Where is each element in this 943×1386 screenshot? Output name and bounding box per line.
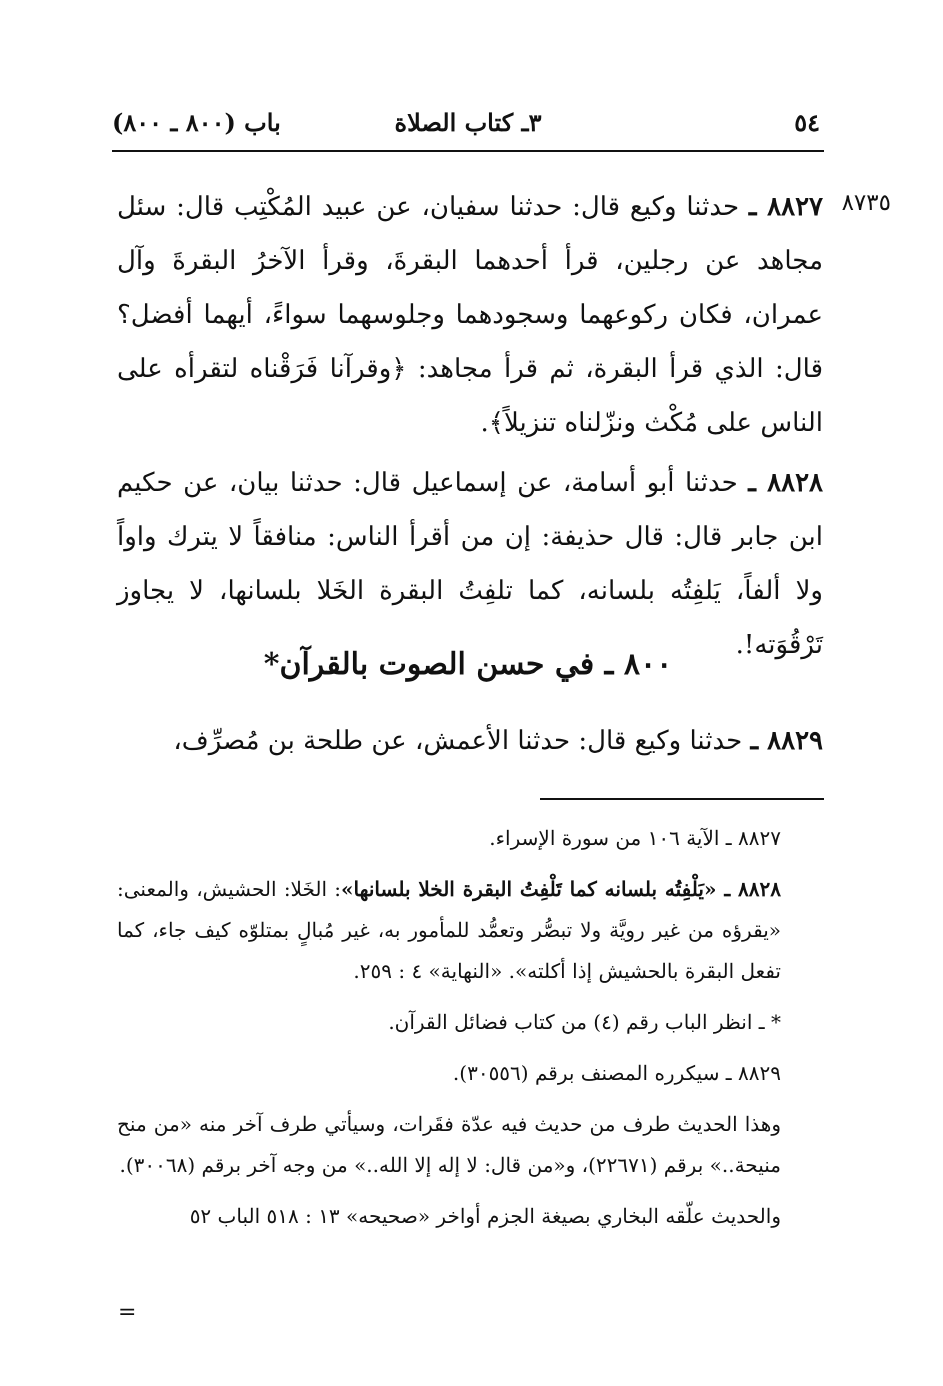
footnote-8828	[117, 869, 823, 992]
section-title: ٨٠٠ ـ في حسن الصوت بالقرآن*	[263, 647, 673, 682]
footnote-8827: ٨٨٢٧ ـ الآية ١٠٦ من سورة الإسراء.	[489, 826, 781, 850]
page-number: ٥٤	[794, 108, 820, 137]
hadith-8829	[117, 714, 823, 768]
chapter-range: باب (٨٠٠ ـ ٨٠٠)	[112, 108, 281, 137]
continuation-mark: =	[118, 1300, 137, 1325]
hadith-8827	[117, 180, 823, 450]
hadith-text: حدثنا أبو أسامة، عن إسماعيل قال: حدثنا بيان، عن حكيم ابن جابر قال: قال حذيفة: إن من أقرأ الناس: منافقاً لا يترك واواً ولا ألفاً، يَلفِتُه بلسانه، كما تلفِتُ البقرة الخَلا بلسانها، لا يجاوز تَرْقُوَته!.	[117, 468, 823, 660]
header-rule	[112, 150, 824, 152]
hadith-number: ٨٨٢٧ ـ	[748, 192, 824, 222]
footnote-rule	[540, 798, 824, 800]
footnote-8828-quote: ٨٨٢٨ ـ «يَلْفِتُه بلسانه كما تَلْفِتُ البقرة الخلا بلسانها»	[341, 877, 781, 901]
hadith-number: ٨٨٢٨ ـ	[748, 468, 824, 498]
page-header	[112, 108, 824, 142]
book-title: ٣ـ كتاب الصلاة	[394, 108, 542, 137]
footnote-star: * ـ انظر الباب رقم (٤) من كتاب فضائل القرآن.	[388, 1010, 781, 1034]
hadith-text: حدثنا وكيع قال: حدثنا سفيان، عن عبيد المُكْتِب قال: سئل مجاهد عن رجلين، قرأ أحدهما البقرةَ، وقرأ الآخرُ البقرةَ وآل عمران، فكان ركوعهما وسجودهما وجلوسهما سواءً، أيهما أفضل؟ قال: الذي قرأ البقرة، ثم قرأ مجاهد: ﴿وقرآنا فَرَقْناه لتقرأه على الناس على مُكْث ونزّلناه تنزيلاً﴾.	[117, 192, 823, 438]
footnote-8829-c: والحديث علّقه البخاري بصيغة الجزم أواخر «صحيحه» ١٣ : ٥١٨ الباب ٥٢	[189, 1204, 781, 1228]
footnote-8829-a: ٨٨٢٩ ـ سيكرره المصنف برقم (٣٠٥٥٦).	[452, 1061, 781, 1085]
footnote-8828-explanation: : الخَلا: الحشيش، والمعنى: «يقرؤه من غير رويَّة ولا تبصُّر وتعمُّد للمأمور به، غير مُبالٍ بمتلوّه كيف جاء، كما تفعل البقرة بالحشيش إذا أكلته». «النهاية» ٤ : ٢٥٩.	[117, 877, 781, 983]
hadith-number: ٨٨٢٩ ـ	[750, 726, 823, 756]
margin-number: ٨٧٣٥	[841, 190, 891, 216]
hadith-text: حدثنا وكيع قال: حدثنا الأعمش، عن طلحة بن مُصرِّف،	[173, 726, 743, 756]
footnote-8829-b: وهذا الحديث طرف من حديث فيه عدّة فقَرات، وسيأتي طرف آخر منه «من منح منيحة..» برقم (٢٢٦٧١)، و«من قال: لا إله إلا الله..» من وجه آخر برقم (٣٠٠٦٨).	[117, 1112, 781, 1177]
footnotes	[117, 818, 823, 1247]
